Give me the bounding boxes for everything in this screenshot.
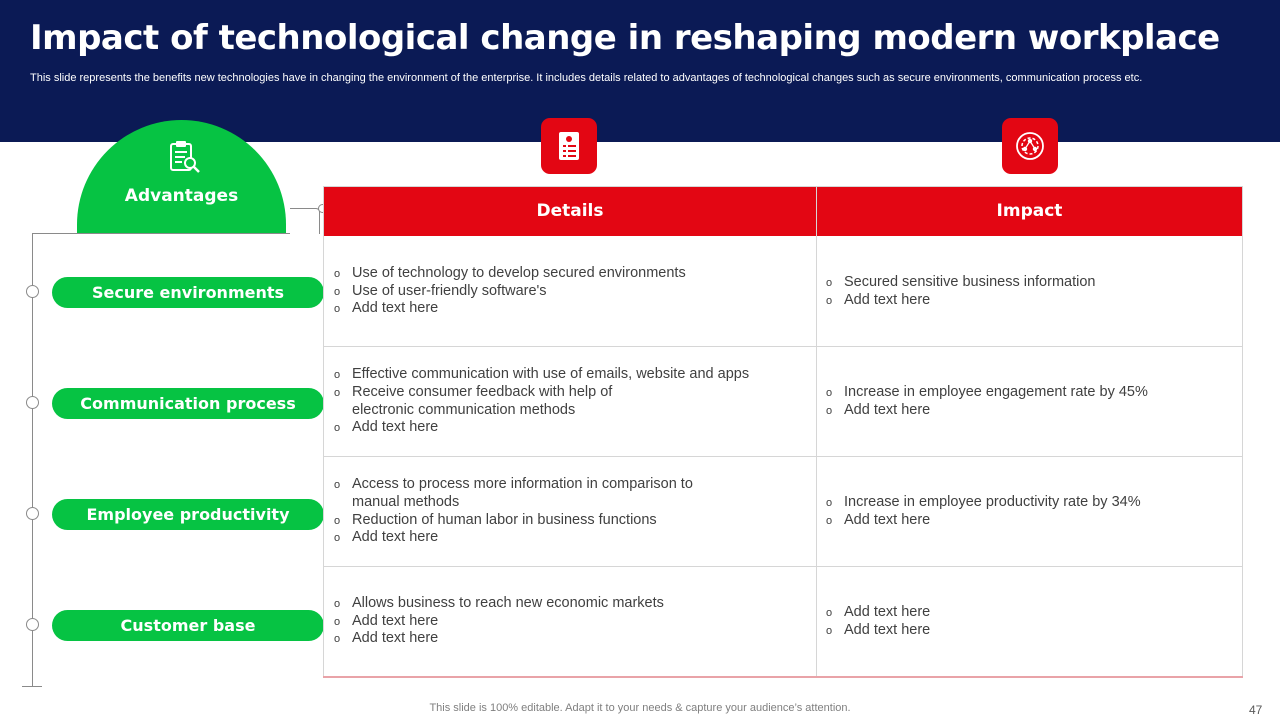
list-item: o Add text here — [826, 292, 1095, 310]
timeline-dot — [26, 396, 39, 409]
page-title: Impact of technological change in reshaping modern workplace — [30, 18, 1220, 58]
list-item: o Add text here — [826, 604, 930, 622]
list-item: o Access to process more information in comparison to manual methods — [334, 476, 714, 511]
advantages-label: Advantages — [124, 186, 239, 206]
list-item: o Add text here — [334, 300, 686, 318]
list-item: o Add text here — [826, 622, 930, 640]
page-number: 47 — [1249, 703, 1263, 717]
list-item: o Add text here — [826, 402, 1148, 420]
document-list-icon — [553, 130, 585, 162]
table-cell-impact — [826, 347, 1236, 456]
footer-note: This slide is 100% editable. Adapt it to your needs & capture your audience’s attention. — [429, 702, 851, 714]
table-cell-details — [334, 237, 804, 346]
target-network-icon — [1014, 130, 1046, 162]
clipboard-search-icon — [167, 140, 201, 174]
list-item: o Effective communication with use of emails, website and apps — [334, 366, 749, 384]
category-pill-customer-base: Customer base — [52, 610, 324, 641]
details-icon-box — [541, 118, 597, 174]
column-divider — [816, 187, 817, 677]
table-cell-details — [334, 457, 774, 566]
list-item: o Reduction of human labor in business functions — [334, 512, 714, 530]
table-cell-impact — [826, 567, 1236, 676]
table-cell-details — [334, 567, 804, 676]
list-item: o Add text here — [334, 529, 714, 547]
list-item: o Add text here — [826, 512, 1141, 530]
column-header-impact: Impact — [817, 187, 1242, 236]
table-bottom-border — [323, 676, 1243, 678]
timeline-dot — [26, 285, 39, 298]
category-pill-secure-environments: Secure environments — [52, 277, 324, 308]
list-item: o Add text here — [334, 630, 664, 648]
page-subtitle: This slide represents the benefits new technologies have in changing the environment of the enterprise. It includes details related to advantages of technological changes such as secure environments, communication process etc. — [30, 72, 1143, 84]
timeline-dot — [26, 618, 39, 631]
connector-elbow — [290, 208, 320, 234]
table-cell-impact — [826, 237, 1236, 346]
list-item: o Secured sensitive business information — [826, 274, 1095, 292]
list-item: o Allows business to reach new economic markets — [334, 595, 664, 613]
details-impact-table — [323, 186, 1243, 678]
timeline-dot — [26, 507, 39, 520]
impact-icon-box — [1002, 118, 1058, 174]
list-item: o Increase in employee engagement rate by 45% — [826, 384, 1148, 402]
list-item: o Receive consumer feedback with help of electronic communication methods — [334, 384, 634, 419]
list-item: o Add text here — [334, 419, 749, 437]
category-pill-employee-productivity: Employee productivity — [52, 499, 324, 530]
column-header-details: Details — [324, 187, 816, 236]
list-item: o Add text here — [334, 613, 664, 631]
list-item: o Use of technology to develop secured environments — [334, 265, 686, 283]
connector-line — [32, 233, 290, 234]
list-item: o Use of user-friendly software's — [334, 283, 686, 301]
category-pill-communication-process: Communication process — [52, 388, 324, 419]
list-item: o Increase in employee productivity rate by 34% — [826, 494, 1141, 512]
table-cell-details — [334, 347, 774, 456]
timeline-base — [22, 686, 42, 687]
table-cell-impact — [826, 457, 1236, 566]
